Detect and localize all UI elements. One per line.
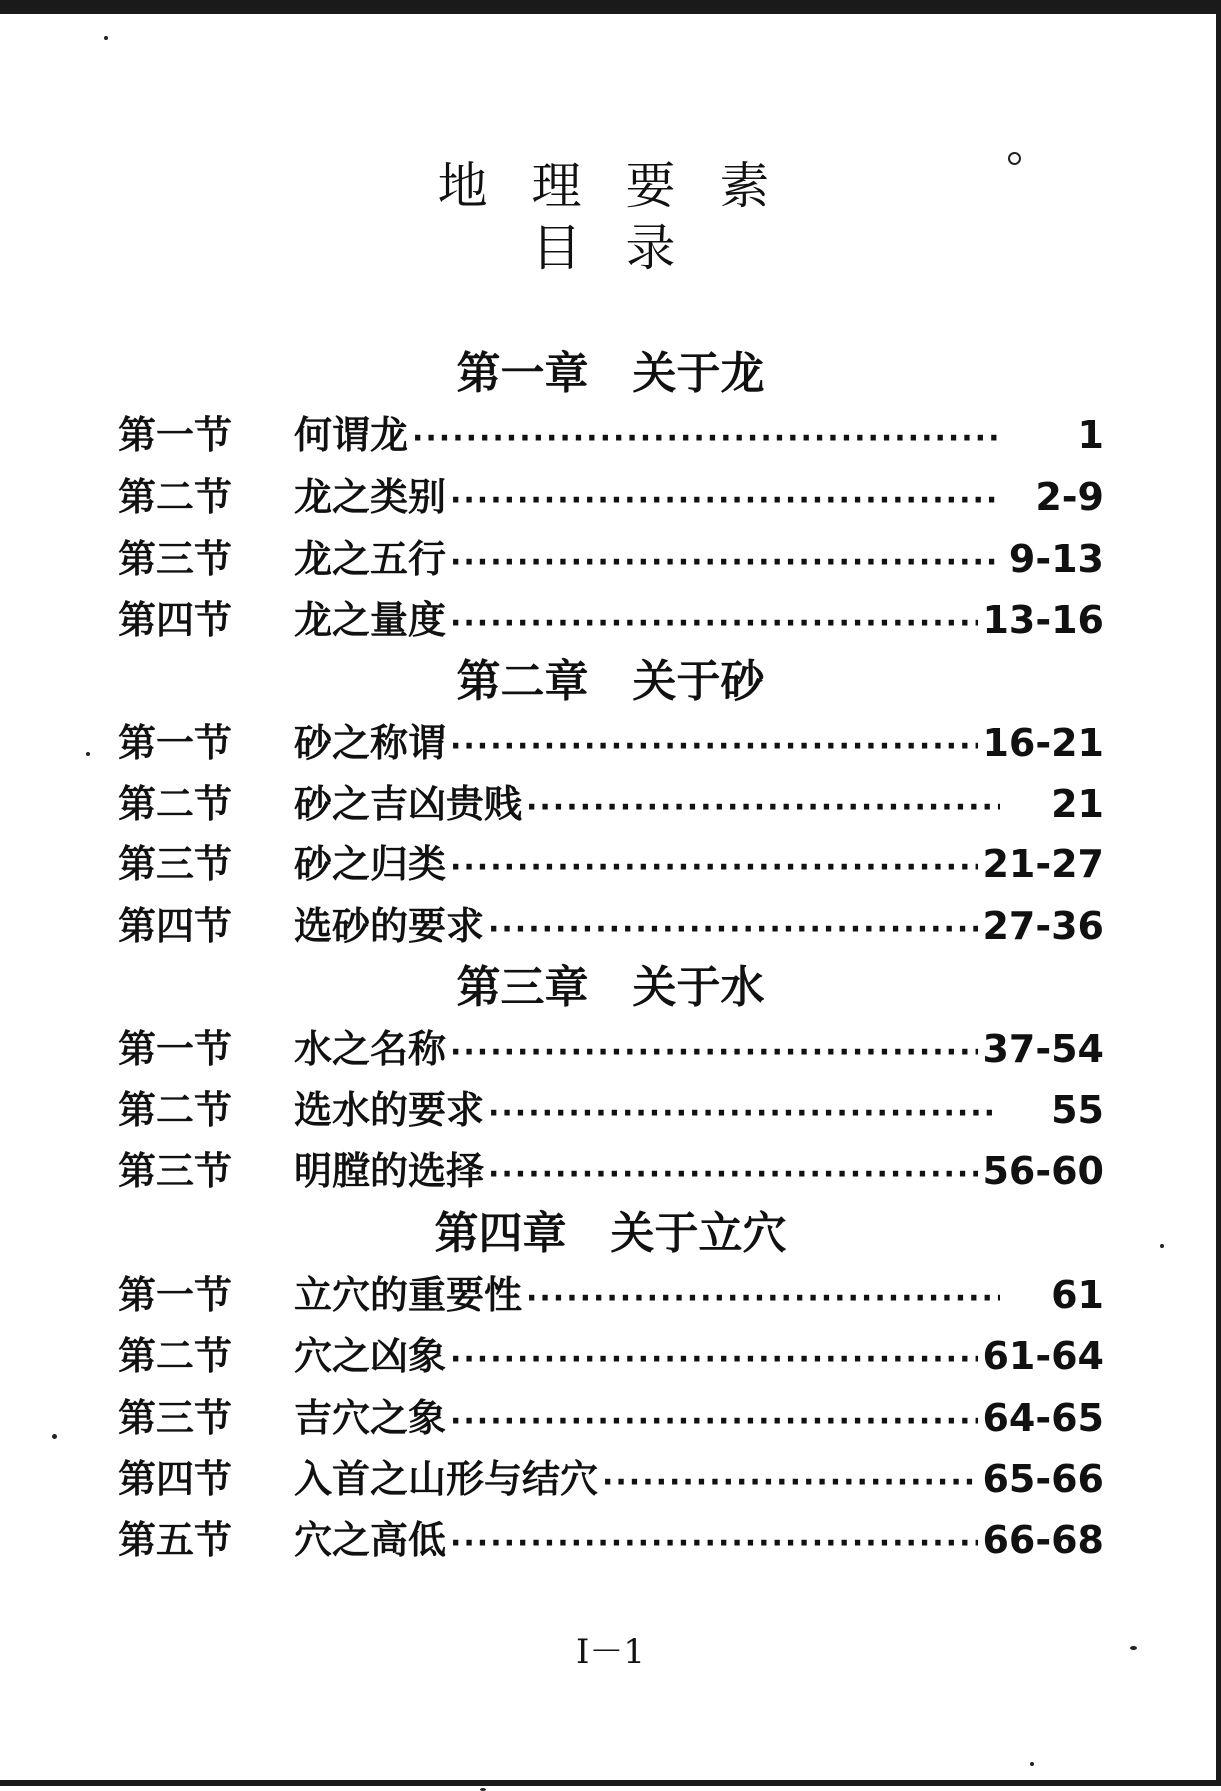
section-title: 砂之吉凶贵贱 [294,782,523,826]
dot-leader [450,719,978,775]
section-number: 第四节 [118,1457,233,1501]
chapter-heading: 第四章 关于立穴 [434,1208,787,1259]
section-number: 第二节 [118,475,233,519]
page-range: 21-27 [982,842,1104,886]
dot-leader [450,535,1000,591]
page-number-footer: I－1 [575,1632,646,1672]
dot-leader [450,596,978,652]
toc-entry[interactable] [118,1512,1104,1568]
toc-entry[interactable] [118,715,1104,771]
toc-entry[interactable] [118,1328,1104,1384]
book-title: 地 理 要 素 [437,157,784,215]
page-range: 1 [1077,413,1104,457]
dot-leader [602,1455,978,1511]
page-range: 61-64 [982,1334,1104,1378]
section-title: 龙之类别 [294,475,447,519]
section-title: 立穴的重要性 [294,1273,523,1317]
section-number: 第一节 [118,1027,233,1071]
section-title: 穴之高低 [294,1518,447,1562]
section-title: 穴之凶象 [294,1334,447,1378]
page-range: 13-16 [982,598,1104,642]
toc-entry[interactable] [118,776,1104,832]
toc-entry[interactable] [118,531,1104,587]
section-title: 明膛的选择 [294,1149,485,1193]
section-number: 第五节 [118,1518,233,1562]
toc-entry[interactable] [118,469,1104,525]
toc-entry[interactable] [118,1390,1104,1446]
scan-speck [1160,1244,1164,1248]
scan-speck [1030,1762,1034,1766]
page-range: 2-9 [1035,475,1104,519]
chapter-heading: 第二章 关于砂 [456,656,765,707]
dot-leader [488,1086,1000,1142]
section-number: 第一节 [118,1273,233,1317]
page-range: 9-13 [1008,537,1104,581]
page-range: 37-54 [982,1027,1104,1071]
page-range: 55 [1051,1088,1104,1132]
section-title: 水之名称 [294,1027,447,1071]
page-range: 21 [1051,782,1104,826]
dot-leader [450,1394,978,1450]
page-range: 16-21 [982,721,1104,765]
dot-leader [488,1147,978,1203]
section-number: 第四节 [118,904,233,948]
section-number: 第一节 [118,413,233,457]
chapter-heading: 第三章 关于水 [456,962,765,1013]
section-number: 第三节 [118,1149,233,1193]
section-number: 第三节 [118,537,233,581]
toc-entry[interactable] [118,1451,1104,1507]
dot-leader [450,1516,978,1572]
section-number: 第一节 [118,721,233,765]
toc-entry[interactable] [118,1143,1104,1199]
dot-leader [450,473,1000,529]
dot-leader [450,1332,978,1388]
section-number: 第二节 [118,1334,233,1378]
page-range: 61 [1051,1273,1104,1317]
dot-leader [526,780,1000,836]
section-number: 第三节 [118,842,233,886]
scan-speck [52,1434,57,1439]
page-range: 64-65 [982,1396,1104,1440]
toc-heading: 目 录 [531,219,690,277]
scan-speck [104,36,108,40]
section-number: 第二节 [118,1088,233,1132]
section-title: 砂之归类 [294,842,447,886]
section-number: 第三节 [118,1396,233,1440]
dot-leader [412,411,1000,467]
page-range: 66-68 [982,1518,1104,1562]
toc-entry[interactable] [118,592,1104,648]
toc-entry[interactable] [118,407,1104,463]
section-title: 砂之称谓 [294,721,447,765]
section-number: 第二节 [118,782,233,826]
dot-leader [450,840,978,896]
page-range: 56-60 [982,1149,1104,1193]
section-title: 吉穴之象 [294,1396,447,1440]
scan-speck [1008,152,1021,165]
section-title: 何谓龙 [294,413,409,457]
dot-leader [450,1025,978,1081]
section-title: 选水的要求 [294,1088,485,1132]
section-title: 龙之五行 [294,537,447,581]
section-number: 第四节 [118,598,233,642]
toc-entry[interactable] [118,836,1104,892]
toc-entry[interactable] [118,1021,1104,1077]
dot-leader [526,1271,1000,1327]
page-range: 65-66 [982,1457,1104,1501]
toc-entry[interactable] [118,1267,1104,1323]
scan-speck [86,752,90,756]
section-title: 入首之山形与结穴 [294,1457,599,1501]
scan-speck [1130,1646,1137,1650]
section-title: 选砂的要求 [294,904,485,948]
page-range: 27-36 [982,904,1104,948]
chapter-heading: 第一章 关于龙 [456,348,765,399]
toc-entry[interactable] [118,898,1104,954]
section-title: 龙之量度 [294,598,447,642]
toc-entry[interactable] [118,1082,1104,1138]
dot-leader [488,902,978,958]
